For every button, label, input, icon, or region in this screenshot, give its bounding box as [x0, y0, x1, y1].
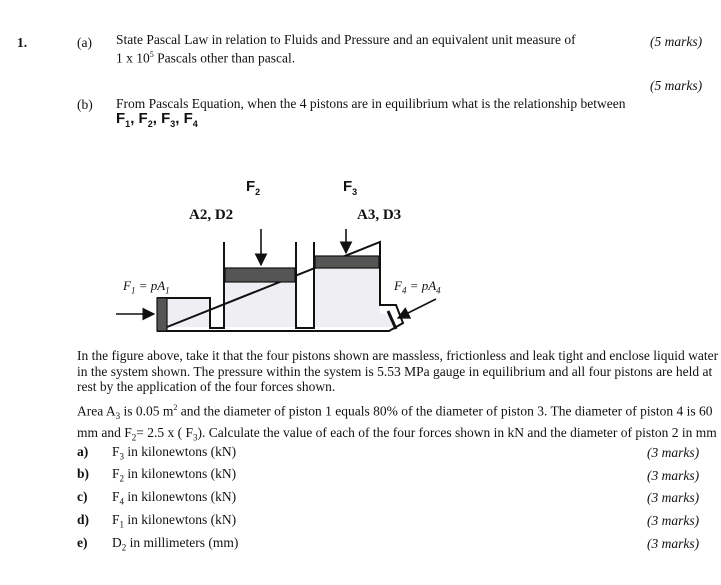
sub-question-marks: (3 marks) — [647, 468, 700, 483]
force-f4-arrow — [398, 299, 436, 318]
figure-f4-label: $F_4 = pA_4$ — [394, 278, 441, 296]
part-b-marks: (5 marks) — [650, 78, 703, 93]
sub-question-label: d) — [77, 512, 90, 527]
sub-question-text: $D_2$ in millimeters (mm) — [112, 535, 239, 553]
part-a-line2: 1 x $10^5$ Pascals other than pascal. — [116, 50, 296, 66]
part-a-line1: State Pascal Law in relation to Fluids and Pressure and an equivalent unit measure of — [116, 32, 576, 47]
sub-question-label: e) — [77, 535, 88, 550]
force-f4: $F_4$ — [183, 110, 198, 129]
part-b-line1: From Pascals Equation, when the 4 pistons are in equilibrium what is the relationship between — [116, 96, 626, 111]
sub-question-marks: (3 marks) — [647, 490, 700, 505]
part-b-forces: $F_1$, $F_2$, $F_3$, $F_4$ — [116, 110, 198, 129]
figure-f2-label: $F_2$ — [246, 178, 261, 197]
force-f2: $F_2$ — [138, 110, 153, 129]
sub-question-text: $F_3$ in kilonewtons (kN) — [112, 444, 237, 462]
sub-question-marks: (3 marks) — [647, 536, 700, 551]
sub-question-text: $F_2$ in kilonewtons (kN) — [112, 466, 237, 484]
sub-question-marks: (3 marks) — [647, 513, 700, 528]
figure-a2d2-label: A2, D2 — [189, 207, 234, 223]
sub-question-marks: (3 marks) — [647, 445, 700, 460]
sub-question-label: c) — [77, 489, 88, 504]
problem-paragraph-2: Area $A_3$ is 0.05 $m^2$ and the diameter of piston 1 equals 80% of the diameter of piston 3. The diameter of piston 4 is 60 mm and $F_2= 2.5$ x ( $F_3$). Calculate the value of each of the four forces shown in kN and the diameter of piston 2 in mm — [77, 403, 717, 443]
part-a-label: (a) — [77, 35, 92, 50]
piston-2 — [225, 268, 295, 282]
force-f1: $F_1$ — [116, 110, 131, 129]
force-f3: $F_3$ — [161, 110, 176, 129]
piston-3 — [315, 256, 379, 268]
part-a-marks: (5 marks) — [650, 34, 703, 49]
problem-paragraph-1: In the figure above, take it that the four pistons shown are massless, frictionless and leak tight and enclose liquid water in the system shown. The pressure within the system is 5.53 MPa gauge in equilibrium and all four pistons are held at rest by the application of the four forces shown. — [77, 348, 719, 394]
question-number: 1. — [17, 35, 28, 50]
sub-question-label: a) — [77, 444, 89, 459]
figure-a3d3-label: A3, D3 — [357, 207, 402, 223]
piston-1 — [157, 298, 167, 331]
sub-question-text: $F_1$ in kilonewtons (kN) — [112, 512, 237, 530]
figure-f1-label: $F_1 = pA_1$ — [123, 278, 170, 296]
sub-question-label: b) — [77, 466, 90, 481]
part-b-label: (b) — [77, 97, 93, 112]
sub-question-text: $F_4$ in kilonewtons (kN) — [112, 489, 237, 507]
figure-f3-label: $F_3$ — [343, 178, 358, 197]
